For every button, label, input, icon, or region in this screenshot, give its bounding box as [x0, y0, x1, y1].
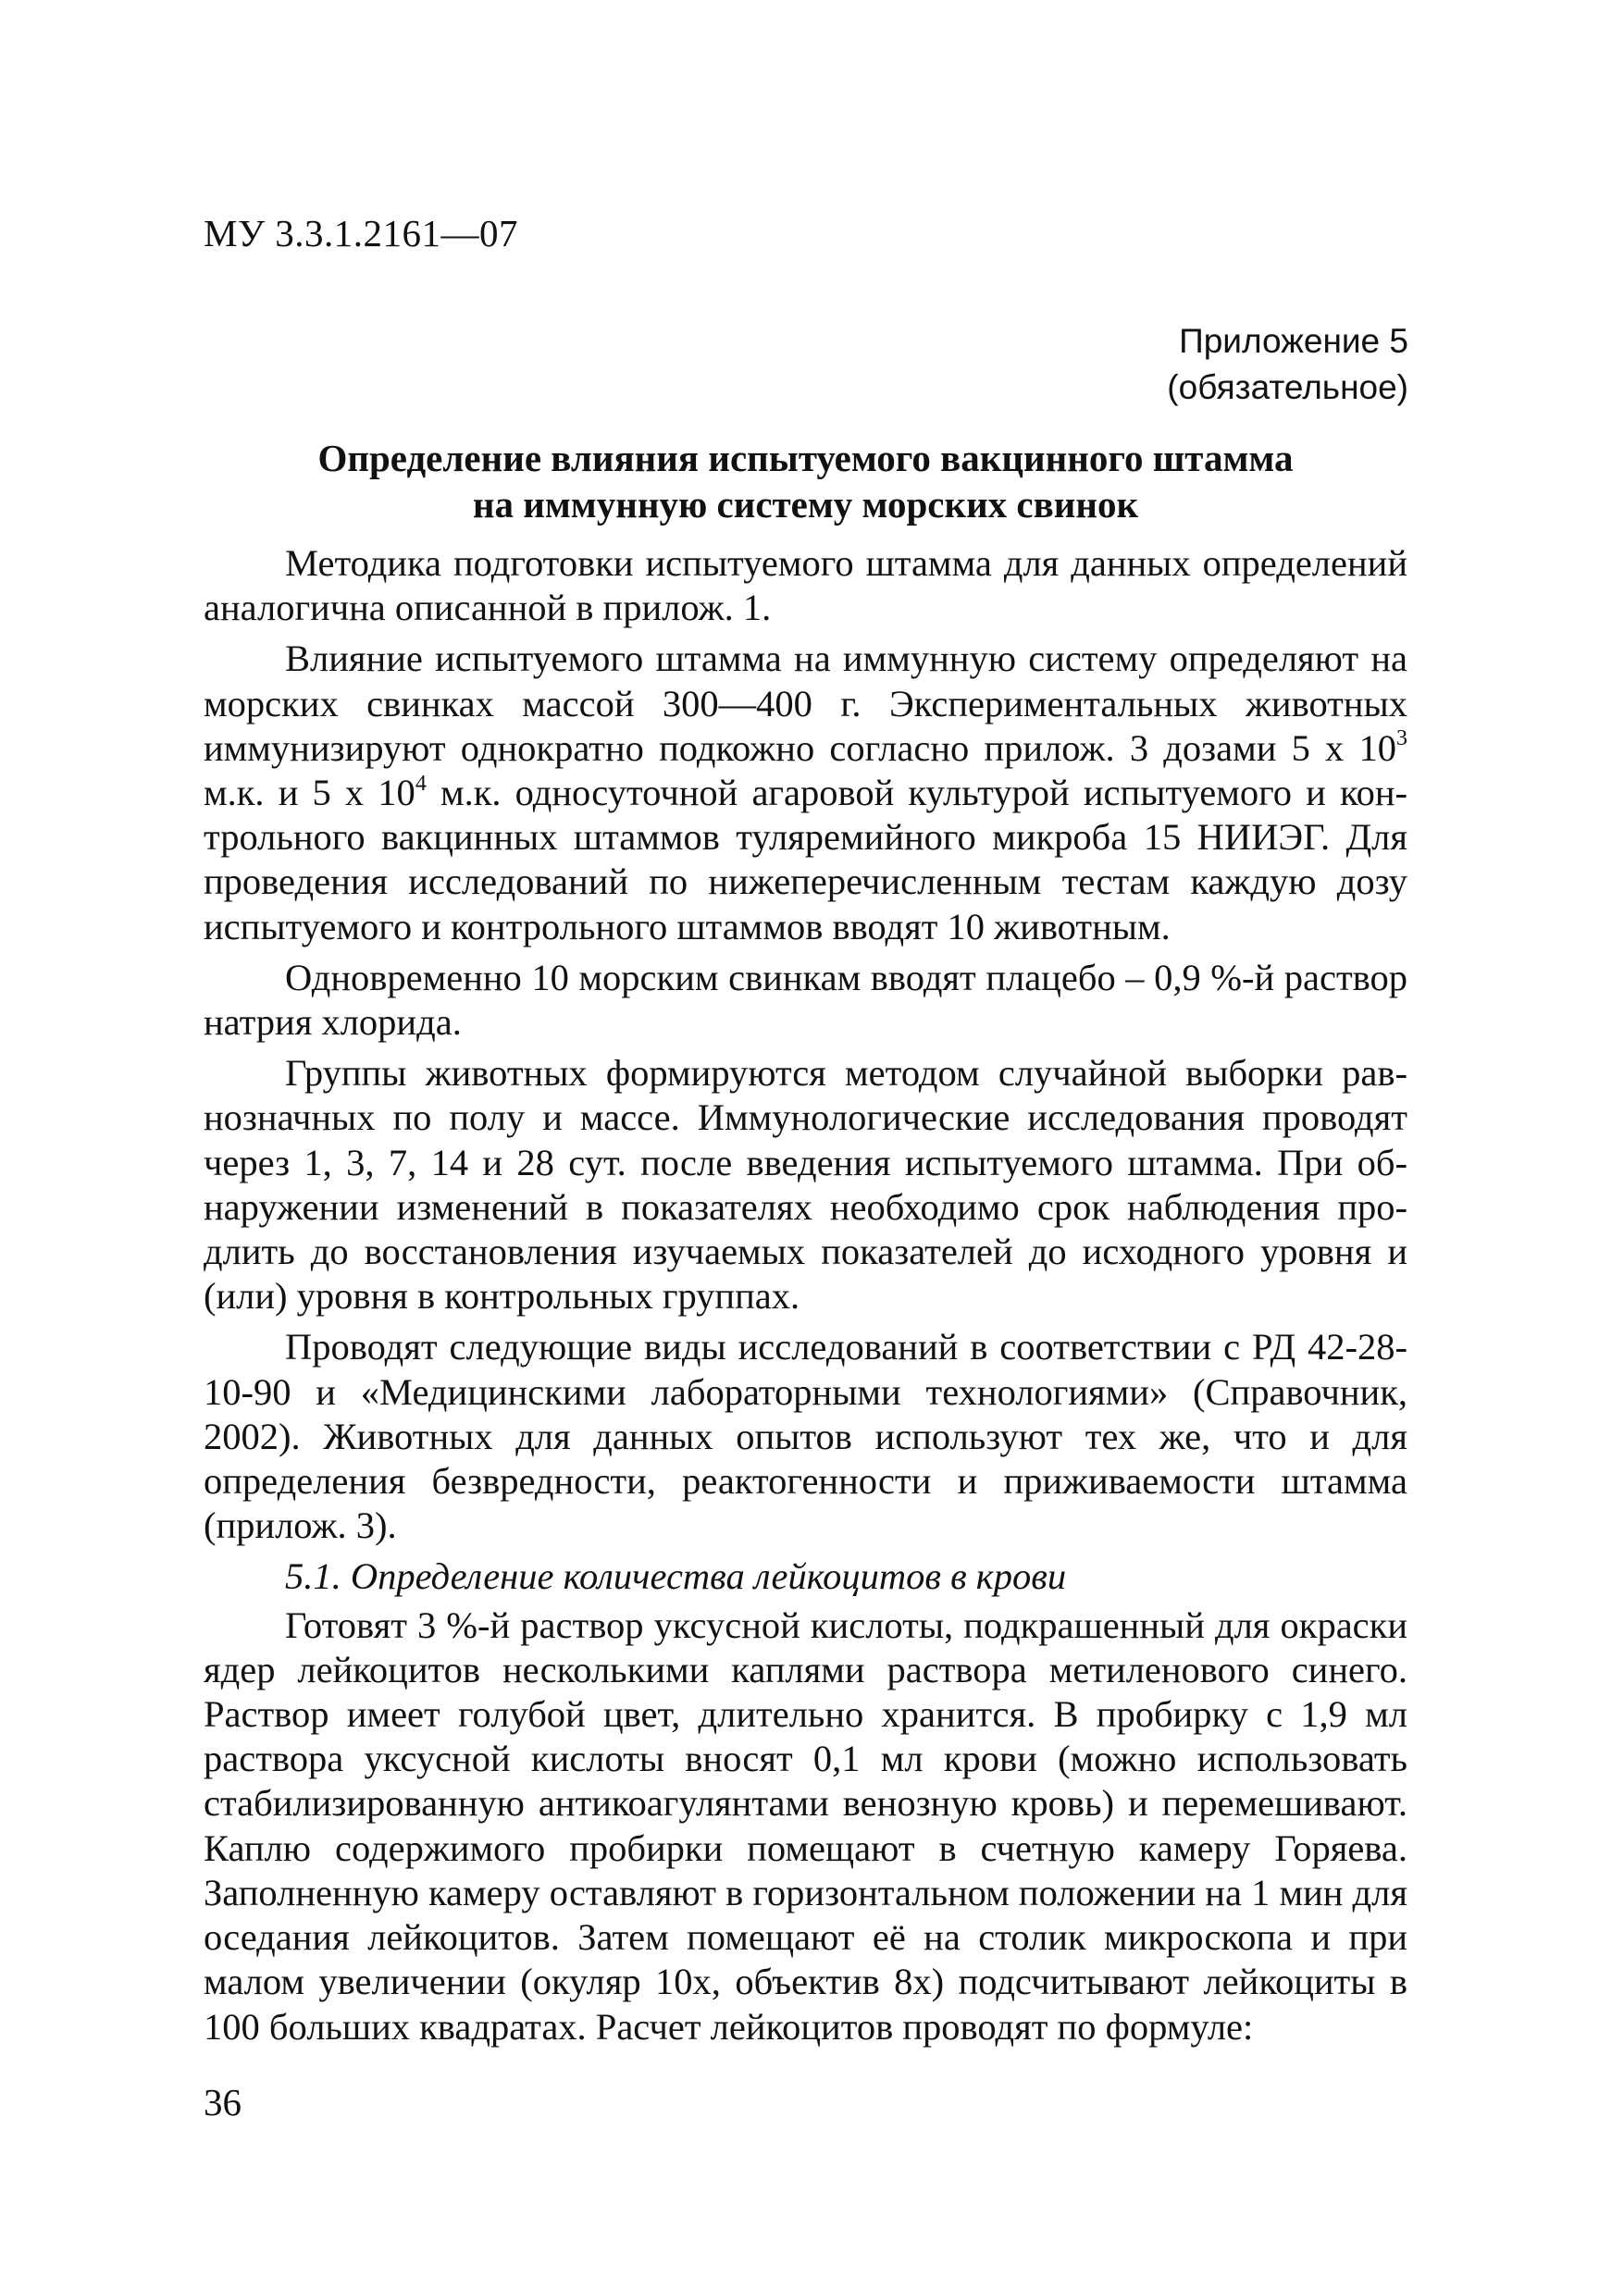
paragraph-immunization-part-2: м.к. и 5 х 10 [204, 772, 415, 814]
paragraph-immunization-part-1: Влияние испытуемого штамма на иммунную систему определяют на морских свинках массой 300—400 г. Экспериментальных животных иммунизируют однократно подкожно согласно прилож. 3 дозами 5 х 10 [204, 638, 1407, 769]
subsection-heading: 5.1. Определение количества лейкоцитов в крови [285, 1555, 1067, 1598]
title-line-1: Определение влияния испытуемого вакцинного штамма [317, 437, 1294, 479]
paragraph-research-types: Проводят следующие виды исследований в соответствии с РД 42-28-10-90 и «Медицинскими лабораторными технологиями» (Справочник, 2002). Животных для данных опытов используют тех же, что и для определения безвредности, реактогенности и приживаемости штамма (прилож. 3). [204, 1326, 1407, 1547]
appendix-status: (обязательное) [1167, 368, 1408, 406]
paragraph-groups: Группы животных формируются методом случайной выборки равнозначных по полу и массе. Иммунологические исследования проводят через 1, 3, 7, 14 и 28 сут. после введения испытуемого штамма. При обнаружении изменений в показателях необходимо срок наблюдения продлить до восстановления изучаемых показателей до исходного уровня и (или) уровня в контрольных группах. [204, 1052, 1407, 1318]
paragraph-placebo: Одновременно 10 морским свинкам вводят плацебо – 0,9 %-й раствор натрия хлорида. [204, 956, 1407, 1044]
dose-exponent-1: 3 [1396, 726, 1407, 751]
appendix-label [1167, 318, 1408, 411]
paragraph-method: Методика подготовки испытуемого штамма для данных определений аналогична описанной в прилож. 1. [204, 542, 1407, 629]
paragraph-leukocyte-method: Готовят 3 %-й раствор уксусной кислоты, подкрашенный для окраски ядер лейкоцитов несколькими каплями раствора метиленового синего. Раствор имеет голубой цвет, длительно хранится. В пробирку с 1,9 мл раствора уксусной кислоты вносят 0,1 мл крови (можно использовать стабилизированную антикоагулянтами венозную кровь) и перемешивают. Каплю содержимого пробирки помещают в счетную камеру Горяева. Заполненную камеру оставляют в горизонтальном положении на 1 мин для оседания лейкоцитов. Затем помещают её на столик микроскопа и при малом увеличении (окуляр 10х, объектив 8х) подсчитывают лейкоциты в 100 больших квадратах. Расчет лейкоцитов проводят по формуле: [204, 1603, 1408, 2048]
title-line-2: на иммунную систему морских свинок [472, 483, 1139, 526]
appendix-number: Приложение 5 [1179, 322, 1408, 360]
dose-exponent-2: 4 [415, 771, 427, 796]
paragraph-immunization [204, 637, 1407, 948]
document-code: МУ 3.3.1.2161—07 [204, 212, 518, 254]
page-number: 36 [204, 2081, 242, 2123]
section-title [204, 435, 1407, 527]
paragraph-immunization-part-3: м.к. односуточной агаровой культурой испытуемого и контрольного вакцинных штаммов туляремийного микроба 15 НИИЭГ. Для проведения исследований по нижеперечисленным тестам каждую дозу испытуемого и контрольного штаммов вводят 10 животным. [204, 772, 1407, 947]
body-text [204, 541, 1407, 2056]
